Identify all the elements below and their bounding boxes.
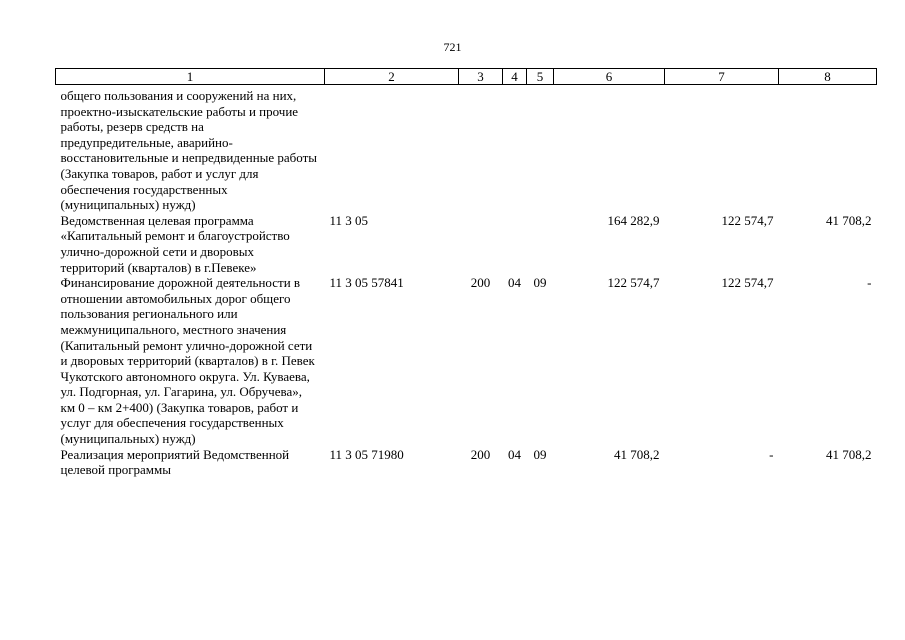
row-col3-cell: [459, 85, 503, 213]
row-col5-cell: [527, 85, 554, 213]
row-col4-cell: [503, 85, 527, 213]
row-code-cell: 11 3 05 57841: [329, 275, 404, 291]
column-header-3: 3: [459, 69, 503, 85]
row-code-cell: [325, 85, 459, 213]
row-col8-cell: [779, 85, 877, 213]
row-col7-cell: [665, 85, 779, 213]
row-col7-cell: 122 574,7: [721, 275, 774, 291]
table-row: [56, 85, 877, 213]
column-header-2: 2: [325, 69, 459, 85]
row-col8-cell: 41 708,2: [826, 446, 872, 462]
row-col6-cell: 122 574,7: [607, 275, 660, 291]
row-name-cell: Реализация мероприятий Ведомственной целевой программы: [60, 446, 290, 478]
table-header-row: [56, 69, 877, 85]
column-header-4: 4: [503, 69, 527, 85]
row-code-cell: 11 3 05 71980: [329, 446, 404, 462]
page-number: 721: [443, 40, 462, 54]
row-name-cell: общего пользования и сооружений на них, проектно-изыскательские работы и прочие работы, резерв средств на предупредительные, аварийно-восстановительные и непредвиденные работы (Закупка товаров, работ и услуг для обеспечения государственных (муниципальных) нужд): [60, 88, 318, 213]
row-col8-cell: 41 708,2: [826, 212, 872, 228]
row-col4-cell: [503, 213, 527, 275]
row-name-cell: Ведомственная целевая программа «Капитальный ремонт и благоустройство улично-дорожной сети и дворовых территорий (кварталов) в г.Певеке»: [60, 212, 290, 275]
column-header-8: 8: [779, 69, 877, 85]
row-col5-cell: 09: [533, 446, 547, 462]
row-col5-cell: [527, 213, 554, 275]
row-col6-cell: 164 282,9: [607, 212, 660, 228]
row-col3-cell: [459, 213, 503, 275]
row-name-cell: Финансирование дорожной деятельности в отношении автомобильных дорог общего пользования регионального или межмуниципального, местного значения (Капитальный ремонт улично-дорожной сети и дворовых территорий (кварталов) в г. Певек Чукотского автономного округа. Ул. Куваева, ул. Подгорная, ул. Гагарина, ул. Обручева», км 0 – км 2+400) (Закупка товаров, работ и услуг для обеспечения государственных (муниципальных) нужд): [60, 275, 315, 447]
row-col3-cell: 200: [470, 446, 491, 462]
row-col6-cell: 41 708,2: [614, 446, 660, 462]
table-row: [56, 447, 877, 478]
column-header-5: 5: [527, 69, 554, 85]
row-col8-cell: -: [867, 275, 872, 291]
column-header-1: 1: [56, 69, 325, 85]
table-row: [56, 213, 877, 275]
row-code-cell: 11 3 05: [329, 212, 369, 228]
row-col4-cell: 04: [508, 275, 521, 291]
row-col3-cell: 200: [470, 275, 491, 291]
table-row: [56, 275, 877, 447]
row-col7-cell: 122 574,7: [721, 212, 774, 228]
row-col5-cell: 09: [533, 275, 547, 291]
row-col7-cell: -: [769, 446, 774, 462]
row-col4-cell: 04: [508, 446, 521, 462]
column-header-6: 6: [554, 69, 665, 85]
budget-table: [55, 68, 877, 478]
row-col6-cell: [554, 85, 665, 213]
column-header-7: 7: [665, 69, 779, 85]
